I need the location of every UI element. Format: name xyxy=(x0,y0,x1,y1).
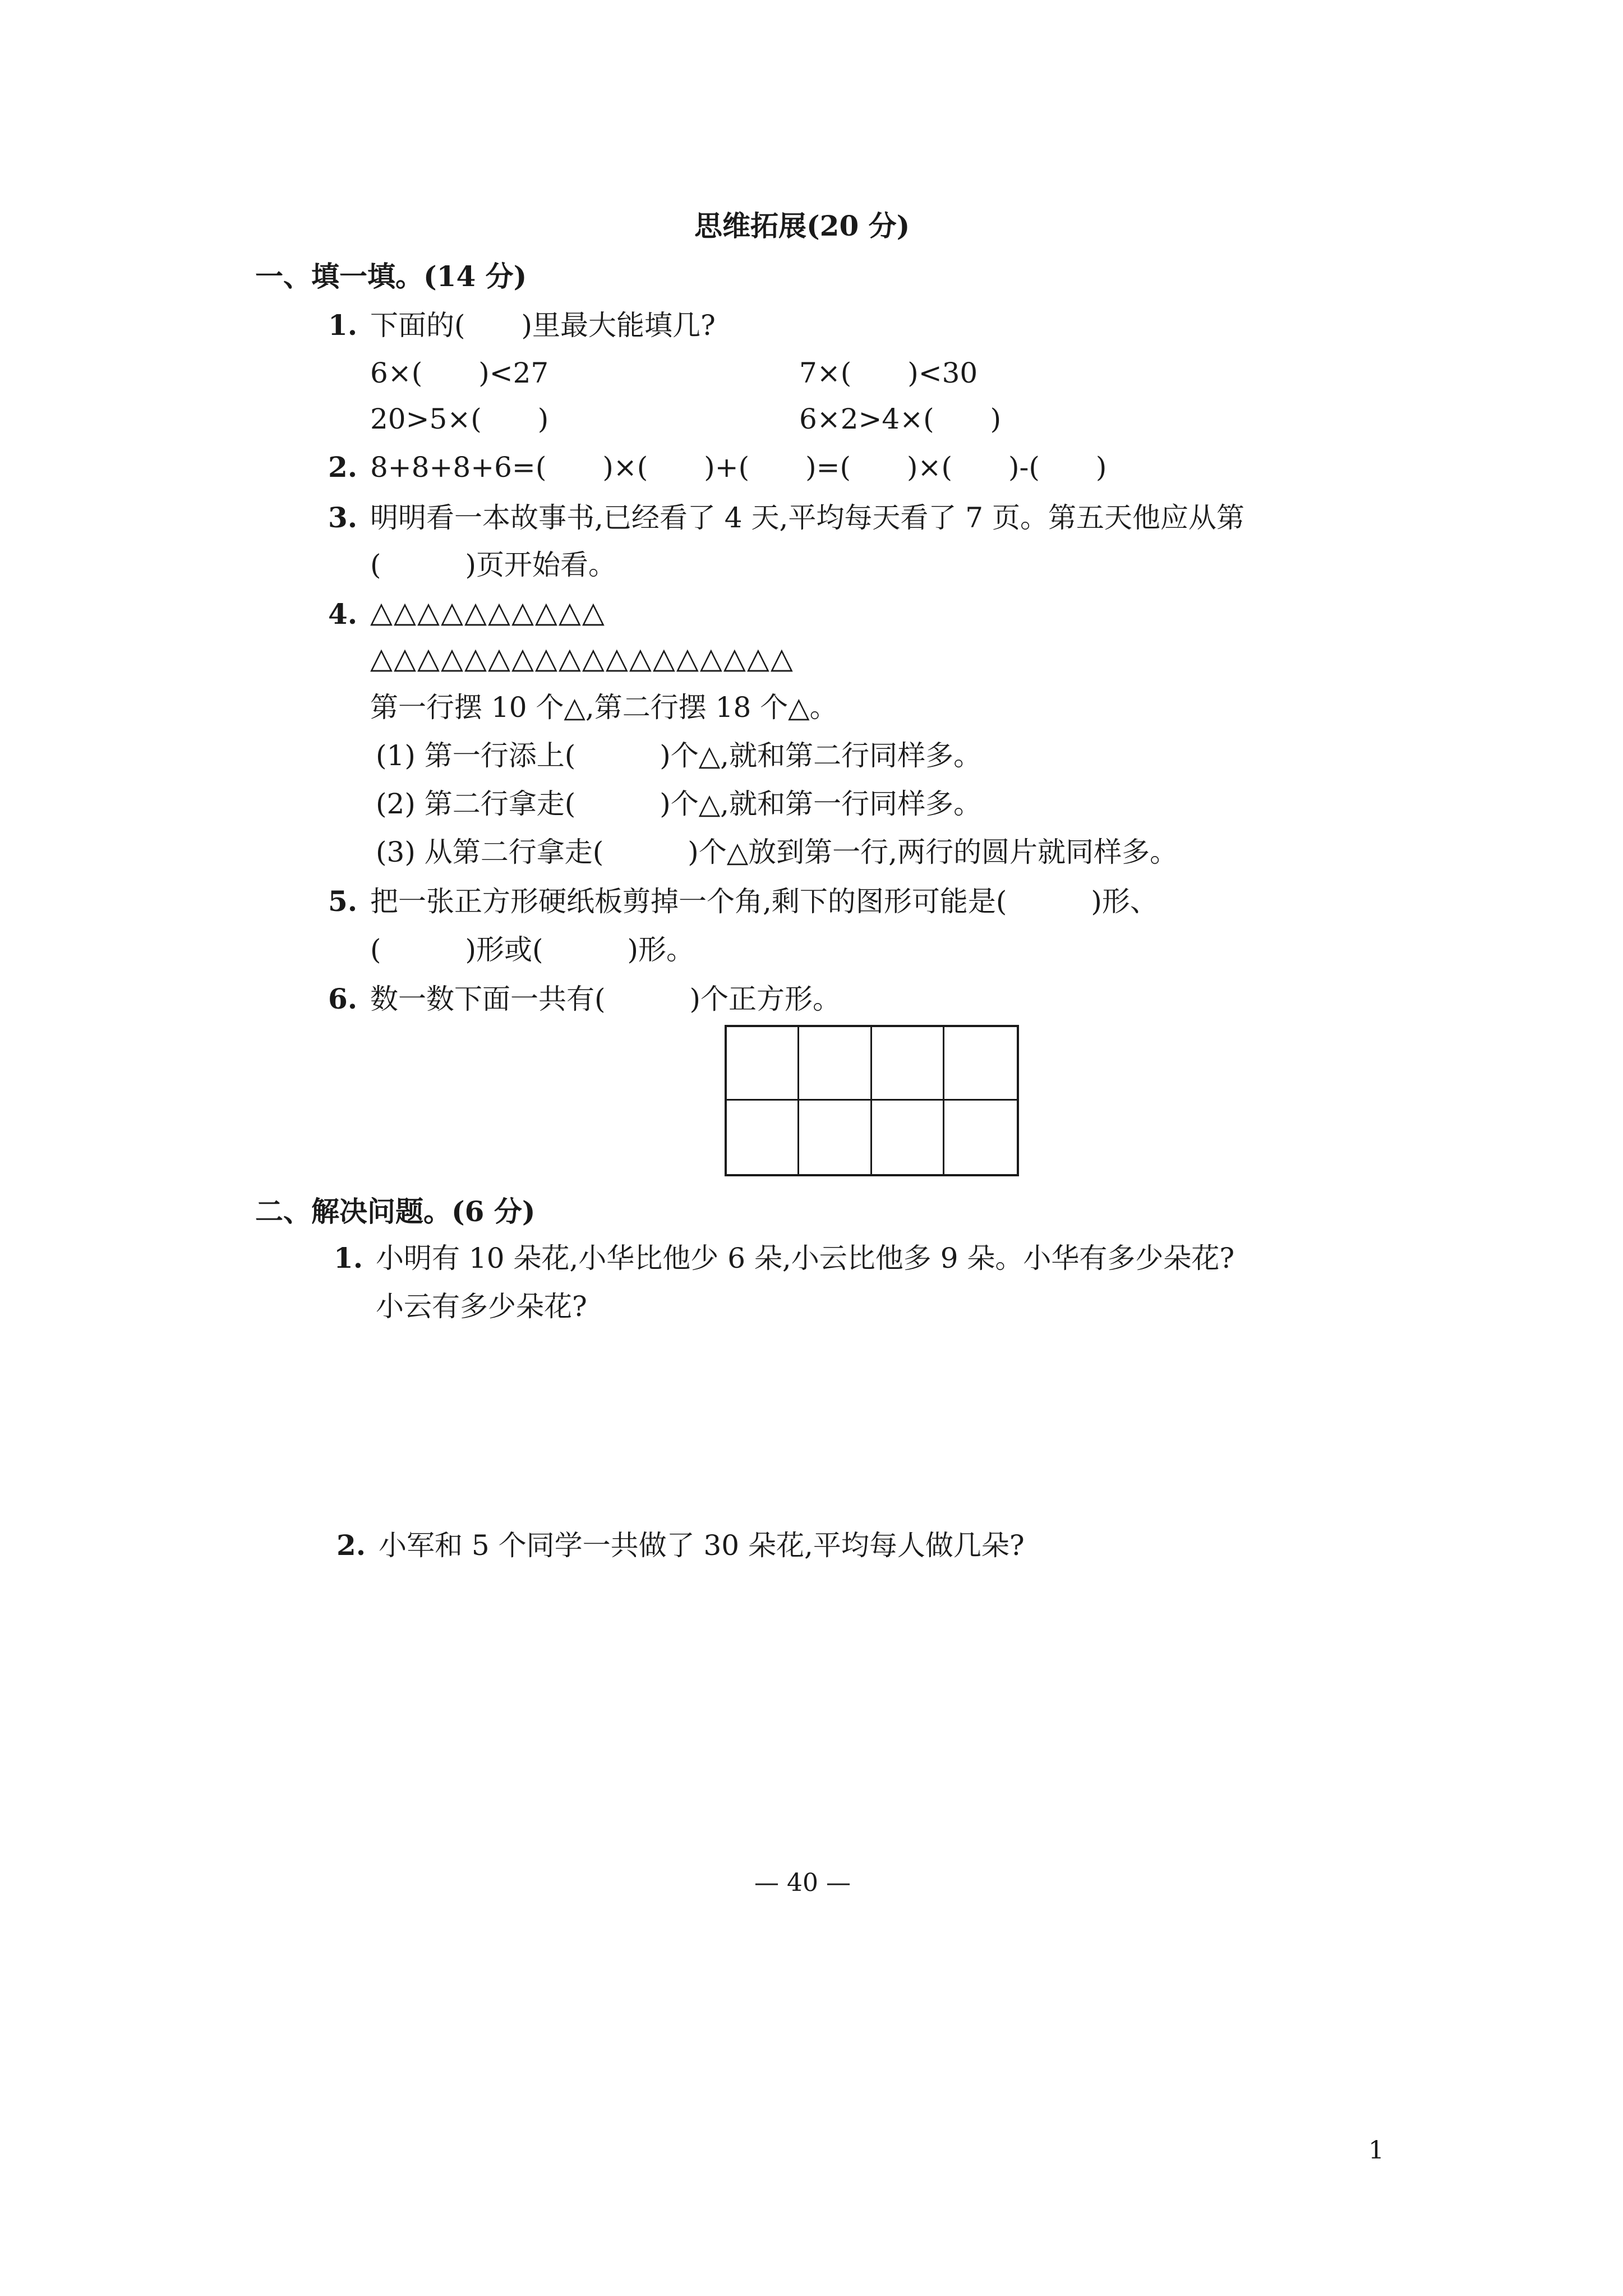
question-1d: 6×2>4×( ) xyxy=(799,403,1002,435)
triangle-row-2: △△△△△△△△△△△△△△△△△△ xyxy=(370,642,794,675)
grid-cell xyxy=(799,1101,872,1174)
grid-cell xyxy=(727,1101,799,1174)
question-5-line1: 把一张正方形硬纸板剪掉一个角,剩下的图形可能是( )形、 xyxy=(370,885,1158,918)
question-4-sub-3: (3) 从第二行拿走( )个△放到第一行,两行的圆片就同样多。 xyxy=(376,836,1178,868)
question-4-sub-1: (1) 第一行添上( )个△,就和第二行同样多。 xyxy=(376,739,982,772)
grid-cell xyxy=(727,1027,799,1101)
grid-cell xyxy=(872,1027,944,1101)
question-4-number: 4. xyxy=(328,597,358,631)
section-2-heading: 二、解决问题。(6 分) xyxy=(255,1195,536,1228)
question-1-number: 1. xyxy=(328,309,358,342)
section-1-heading: 一、填一填。(14 分) xyxy=(255,260,527,293)
question-5-number: 5. xyxy=(328,885,358,918)
question-3-number: 3. xyxy=(328,501,358,534)
problem-1-number: 1. xyxy=(334,1241,363,1274)
grid-cell xyxy=(944,1101,1017,1174)
grid-cell xyxy=(872,1101,944,1174)
problem-1-line2: 小云有多少朵花? xyxy=(376,1290,587,1323)
question-6-text: 数一数下面一共有( )个正方形。 xyxy=(370,983,841,1015)
question-1a: 6×( )<27 xyxy=(370,357,549,389)
question-1b: 7×( )<30 xyxy=(799,357,978,389)
question-1-text: 下面的( )里最大能填几? xyxy=(370,309,716,342)
footer-page-index: 1 xyxy=(1368,2136,1384,2165)
grid-cell xyxy=(944,1027,1017,1101)
page-title: 思维拓展(20 分) xyxy=(694,209,910,242)
question-3-line2: ( )页开始看。 xyxy=(370,549,617,581)
problem-1-line1: 小明有 10 朵花,小华比他少 6 朵,小云比他多 9 朵。小华有多少朵花? xyxy=(376,1242,1235,1274)
page-number: — 40 — xyxy=(754,1869,851,1897)
question-6-number: 6. xyxy=(328,982,358,1015)
question-3-line1: 明明看一本故事书,已经看了 4 天,平均每天看了 7 页。第五天他应从第 xyxy=(370,501,1244,534)
question-4-sub-2: (2) 第二行拿走( )个△,就和第一行同样多。 xyxy=(376,788,982,820)
question-2-text: 8+8+8+6=( )×( )+( )=( )×( )-( ) xyxy=(370,451,1107,484)
problem-2-number: 2. xyxy=(336,1529,366,1562)
question-1c: 20>5×( ) xyxy=(370,403,549,435)
question-2-number: 2. xyxy=(328,450,358,484)
square-grid-figure xyxy=(725,1025,1019,1176)
triangle-row-1: △△△△△△△△△△ xyxy=(370,596,606,629)
question-4-description: 第一行摆 10 个△,第二行摆 18 个△。 xyxy=(370,691,838,724)
question-5-line2: ( )形或( )形。 xyxy=(370,933,695,966)
grid-cell xyxy=(799,1027,872,1101)
problem-2-text: 小军和 5 个同学一共做了 30 朵花,平均每人做几朵? xyxy=(379,1529,1025,1562)
